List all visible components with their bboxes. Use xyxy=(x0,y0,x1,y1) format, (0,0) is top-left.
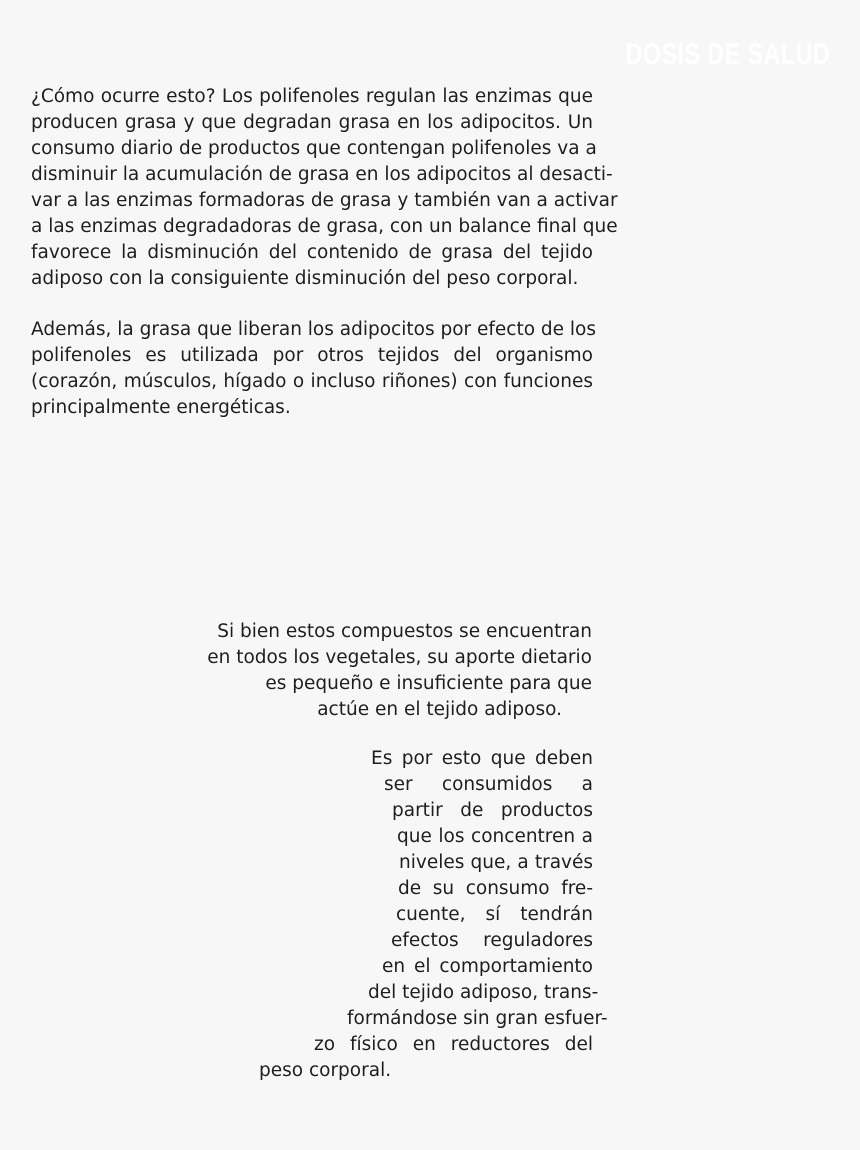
text-line: disminuir la acumulación de grasa en los adipocitos al desacti- xyxy=(31,164,613,185)
text-line: (corazón, músculos, hígado o incluso riñones) con funciones xyxy=(31,371,593,392)
text-line: del tejido adiposo, trans- xyxy=(368,982,599,1003)
text-line: zo físico en reductores del xyxy=(314,1034,593,1055)
text-line: niveles que, a través xyxy=(399,852,593,873)
text-line: de su consumo fre- xyxy=(398,878,593,899)
text-line: Es por esto que deben xyxy=(371,748,593,769)
text-line: Si bien estos compuestos se encuentran xyxy=(217,621,592,642)
text-line: que los concentren a xyxy=(397,826,593,847)
text-line: es pequeño e insuficiente para que xyxy=(265,673,592,694)
text-line: adiposo con la consiguiente disminución del peso corporal. xyxy=(31,268,579,289)
text-line: partir de productos xyxy=(392,800,593,821)
text-line: cuente, sí tendrán xyxy=(396,904,593,925)
text-line: ¿Cómo ocurre esto? Los polifenoles regulan las enzimas que xyxy=(31,86,593,107)
section-header: DOSIS DE SALUD xyxy=(625,38,830,71)
text-line: efectos reguladores xyxy=(391,930,593,951)
text-line: peso corporal. xyxy=(259,1060,392,1081)
text-line: Además, la grasa que liberan los adipocitos por efecto de los xyxy=(31,319,597,340)
text-line: var a las enzimas formadoras de grasa y también van a activar xyxy=(31,190,618,211)
text-line: en todos los vegetales, su aporte dietario xyxy=(207,647,592,668)
text-line: formándose sin gran esfuer- xyxy=(347,1008,608,1029)
text-line: principalmente energéticas. xyxy=(31,397,291,418)
text-line: producen grasa y que degradan grasa en los adipocitos. Un xyxy=(31,112,593,133)
text-line: polifenoles es utilizada por otros tejidos del organismo xyxy=(31,345,593,366)
text-line: a las enzimas degradadoras de grasa, con un balance final que xyxy=(31,216,618,237)
text-line: consumo diario de productos que contengan polifenoles va a xyxy=(31,138,597,159)
text-line: en el comportamiento xyxy=(382,956,593,977)
text-line: ser consumidos a xyxy=(384,774,593,795)
text-line: favorece la disminución del contenido de grasa del tejido xyxy=(31,242,593,263)
text-line: actúe en el tejido adiposo. xyxy=(317,699,562,720)
